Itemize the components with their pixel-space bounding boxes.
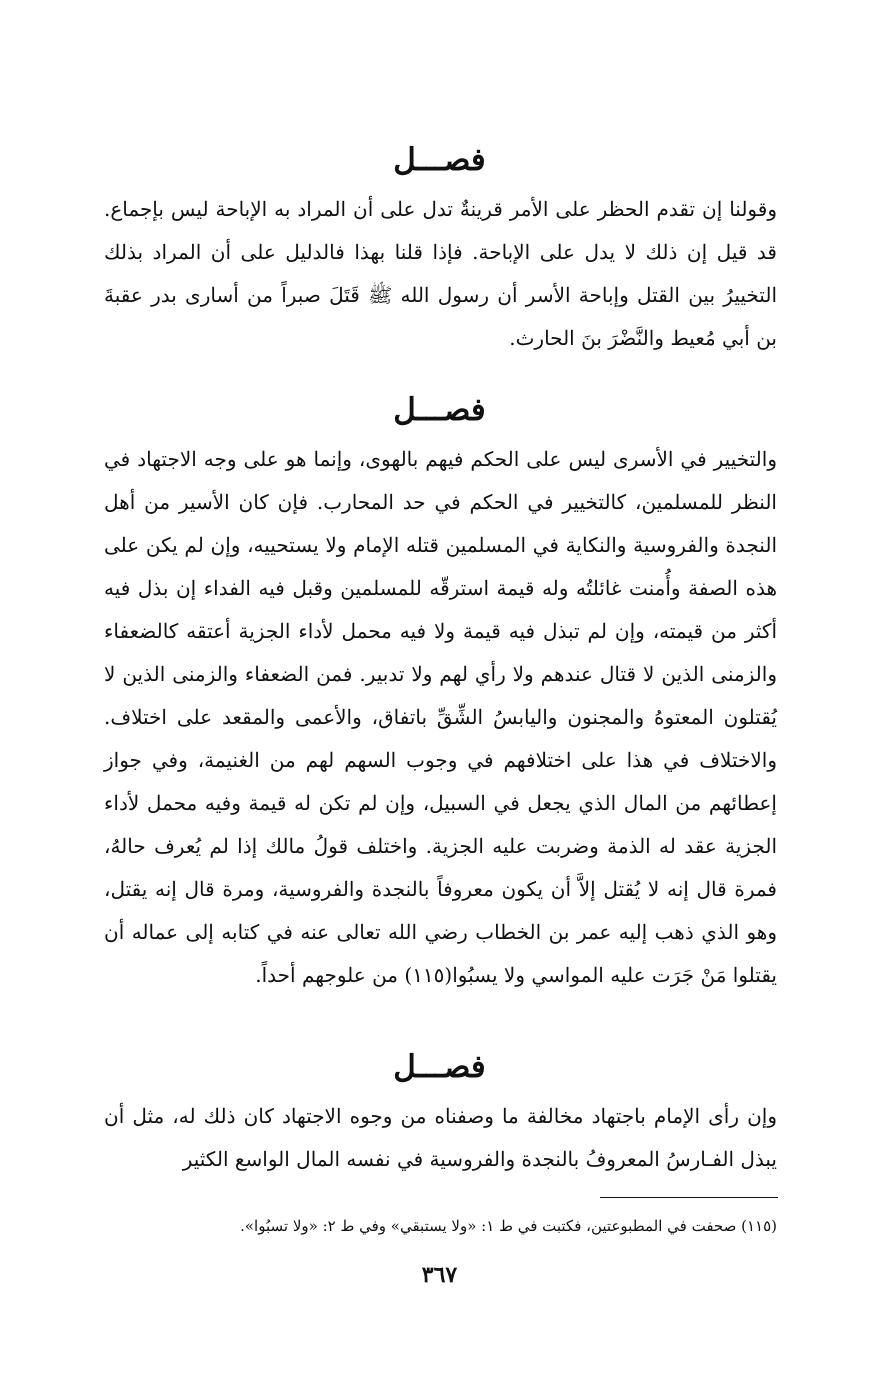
section-body-1: وقولنا إن تقدم الحظر على الأمر قرينةٌ تدل على أن المراد به الإباحة ليس بإجماع. قد قيل إن ذلك لا يدل على الإباحة. فإذا قلنا بهذا فالدليل على أن المراد بذلك التخييرُ بين القتل وإباحة الأسر أن رسول الله ﷺ قَتَلَ صبراً من أسارى بدر عقبةَ بن أبي مُعيط والنَّضْرَ بنَ الحارث. — [104, 197, 777, 350]
section-heading-1: فصـــل — [393, 142, 486, 178]
page-number: ٣٦٧ — [421, 1262, 458, 1288]
section-heading-2: فصـــل — [393, 392, 486, 428]
section-heading-3: فصـــل — [393, 1049, 486, 1085]
footnote-divider — [600, 1197, 778, 1198]
section-body-3: وإن رأى الإمام باجتهاد مخالفة ما وصفناه من وجوه الاجتهاد كان ذلك له، مثل أن يبذل الفـارسُ المعروفُ بالنجدة والفروسية في نفسه المال الواسع الكثير — [104, 1104, 777, 1171]
footnote: (١١٥) صحفت في المطبوعتين، فكتبت في ط ١: «ولا يستبقي» وفي ط ٢: «ولا تسبُوا». — [240, 1217, 777, 1235]
section-body-2: والتخيير في الأسرى ليس على الحكم فيهم بالهوى، وإنما هو على وجه الاجتهاد في النظر للمسلمين، كالتخيير في الحكم في حد المحارب. فإن كان الأسير من أهل النجدة والفروسية والنكاية في المسلمين قتله الإمام ولا يستحييه، وإن لم يكن على هذه الصفة وأُمنت غائلتُه وله قيمة استرقّه للمسلمين وقبل فيه الفداء إن بذل فيه أكثر من قيمته، وإن لم تبذل فيه قيمة ولا فيه محمل لأداء الجزية أعتقه كالضعفاء والزمنى الذين لا قتال عندهم ولا رأي لهم ولا تدبير. فمن الضعفاء والزمنى الذين لا يُقتلون المعتوهُ والمجنون واليابسُ الشِّقِّ باتفاق، والأعمى والمقعد على اختلاف. والاختلاف في هذا على اختلافهم في وجوب السهم لهم من الغنيمة، وفي جواز إعطائهم من المال الذي يجعل في السبيل، وإن لم تكن له قيمة وفيه محمل لأداء الجزية عقد له الذمة وضربت عليه الجزية. واختلف قولُ مالك إذا لم يُعرف حالهُ، فمرة قال إنه لا يُقتل إلاَّ أن يكون معروفاً بالنجدة والفروسية، ومرة قال إنه يقتل، وهو الذي ذهب إليه عمر بن الخطاب رضي الله تعالى عنه في كتابه إلى عماله أن يقتلوا مَنْ جَرَت عليه المواسي ولا يسبُوا(١١٥) من علوجهم أحداً. — [104, 447, 778, 987]
